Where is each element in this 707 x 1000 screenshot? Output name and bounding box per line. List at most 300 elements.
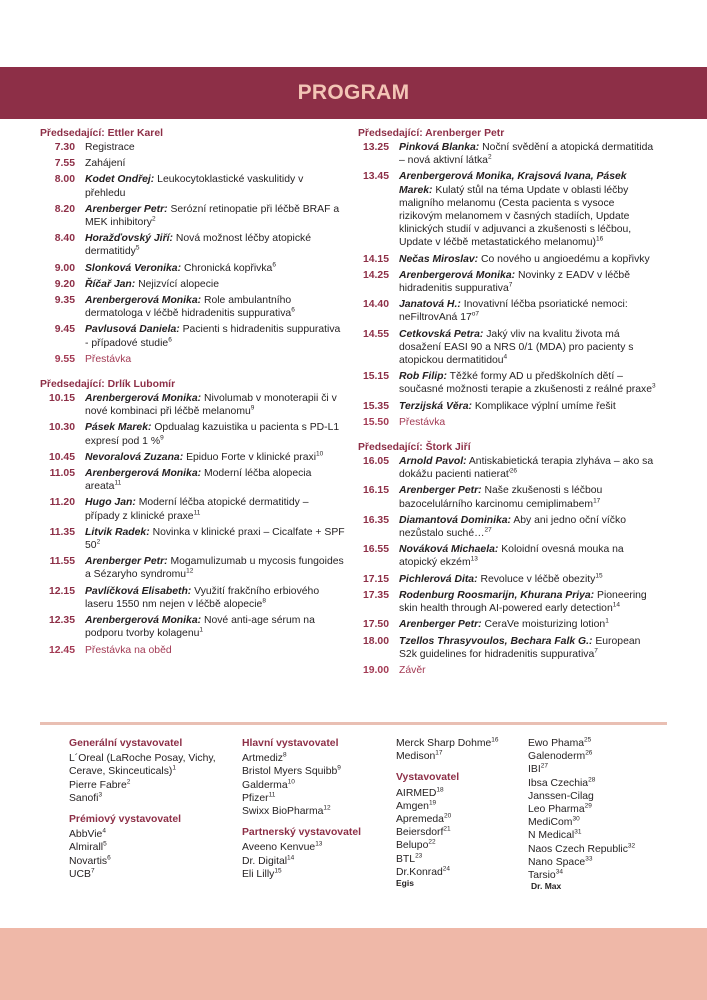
footnote-number: 16 [491, 736, 499, 744]
footnote-number: 25 [584, 736, 592, 744]
schedule-talk [85, 421, 346, 447]
schedule-talk [85, 526, 346, 552]
footnote-number: 7 [594, 647, 598, 655]
footnote-number: 20 [443, 812, 452, 820]
exhibitor-name: Apremeda [396, 814, 444, 826]
speaker-name: Kodet Ondřej: [85, 174, 155, 186]
footnote-number: 6 [272, 261, 276, 269]
schedule-talk [85, 294, 346, 320]
talk-title: Revoluce v léčbě obezity [480, 573, 596, 585]
schedule-talk [85, 585, 346, 611]
general-exhibitor-title: Generální vystavovatel [69, 738, 183, 749]
speaker-name: Arenberger Petr: [85, 203, 168, 215]
exhibitor-item [528, 777, 678, 790]
schedule-time: 15.35 [362, 400, 389, 412]
speaker-name: Cetkovská Petra: [399, 328, 484, 340]
footnote-number: 33 [585, 855, 593, 863]
schedule-time: 9.35 [54, 295, 75, 307]
schedule-talk [399, 543, 658, 569]
talk-title: Moderní léčba atopické dermatitidy – případy z klinické praxe [85, 497, 309, 522]
talk-title: Nové anti-age sérum na podporu tvorby kolagenu [85, 615, 315, 640]
exhibitor-name: L´Oreal (LaRoche Posay, Vichy, Cerave, Skinceuticals) [69, 753, 216, 778]
exhibitor-name: Ibsa Czechia [528, 777, 589, 789]
exhibitor-name: Amgen [396, 800, 429, 812]
speaker-name: Arenbergerová Monika, Krajsová Ivana, Pásek Marek: [399, 171, 627, 196]
talk-title: Role ambulantního dermatologa v léčbě hidradenitis suppurativa [85, 295, 292, 320]
schedule-row [40, 496, 346, 522]
premium-exhibitor-title: Prémiový vystavovatel [69, 814, 182, 826]
schedule-row [358, 543, 658, 569]
footnote-number: 11 [114, 479, 122, 487]
footnote-number: 8 [262, 597, 266, 605]
schedule-row [40, 614, 346, 640]
schedule-talk [85, 203, 346, 229]
schedule-time: 16.35 [362, 514, 389, 526]
schedule-row [358, 635, 658, 661]
schedule-row [40, 294, 346, 320]
schedule-talk [399, 573, 658, 586]
schedule-time: 16.55 [362, 544, 389, 556]
exhibitor-item [396, 826, 521, 839]
footnote-number: 16 [595, 235, 604, 243]
schedule-time: 17.15 [362, 573, 389, 585]
break-label: Přestávka [399, 416, 446, 428]
talk-title: Novinky z EADV v léčbě hidradenitis suppurativa [399, 269, 630, 295]
talk-title: Antiskabietická terapia zlyháva – ako sa dokážu pacienti natierať [399, 456, 654, 481]
schedule-talk [399, 514, 658, 540]
talk-title: Jaký vliv na kvalitu života má dosažení EASI 90 a NRS 0/1 (MDA) pro pacienty s atopickou dermatitidou [399, 328, 634, 367]
speaker-name: Litvik Radek: [85, 526, 150, 538]
exhibitor-list-top [396, 737, 521, 763]
talk-title: CeraVe moisturizing lotion [484, 619, 606, 631]
schedule-time: 12.35 [48, 615, 75, 627]
schedule-time: 12.15 [48, 585, 75, 597]
schedule-row [40, 278, 346, 291]
exhibitor-name: Dr. Digital [242, 855, 288, 867]
schedule-talk [399, 635, 658, 661]
exhibitor-name: Medison [396, 751, 436, 763]
schedule-talk [399, 253, 658, 266]
exhibitor-item [528, 816, 678, 829]
schedule-talk [85, 323, 346, 349]
footnote-number: 30 [572, 815, 580, 823]
talk-title: Komplikace výplní umíme řešit [474, 400, 616, 412]
schedule-talk [85, 173, 346, 199]
exhibitors-col-1 [69, 737, 229, 881]
talk-title: Využití frakčního erbiového laseru 1550 nm nejen v léčbě alopecie [85, 585, 320, 610]
footnote-number: 12 [323, 804, 331, 812]
exhibitor-name: Pierre Fabre [69, 779, 127, 791]
exhibitor-item [528, 737, 678, 750]
exhibitor-item [69, 868, 229, 881]
schedule-row [358, 664, 658, 677]
schedule-time: 12.45 [48, 644, 75, 656]
exhibitor-name: Bristol Myers Squibb [242, 766, 338, 778]
schedule-talk [399, 170, 658, 249]
divider [40, 722, 667, 725]
exhibitors-col-4 [528, 737, 678, 893]
footnote-number: 2 [126, 778, 131, 786]
schedule-time: 16.15 [362, 485, 389, 497]
session-chair: Předsedající: Ettler Karel [40, 128, 164, 139]
talk-title: Opdualag kazuistika u pacienta s PD-L1 expresí pod 1 % [85, 422, 340, 447]
talk-title: Aby ani jedno oční víčko nezůstalo suché… [399, 514, 626, 540]
session-gap [40, 369, 346, 379]
footnote-number: 10 [316, 450, 324, 458]
schedule-row [40, 585, 346, 611]
exhibitor-title: Vystavovatel [396, 772, 460, 784]
egis-note: Egis [396, 878, 414, 889]
exhibitor-item [396, 813, 521, 826]
main-exhibitor-list [242, 752, 392, 818]
speaker-name: Arenberger Petr: [85, 556, 168, 568]
exhibitor-item [242, 779, 392, 792]
schedule-row [358, 400, 658, 413]
schedule-time: 10.30 [48, 422, 75, 434]
dr-max-note: Dr. Max [531, 881, 562, 892]
schedule-row [40, 203, 346, 229]
footnote-number: 11 [193, 509, 201, 517]
footnote-number: 6 [168, 336, 172, 344]
session-chair: Předsedající: Arenberger Petr [358, 128, 505, 139]
schedule-time: 9.20 [54, 278, 75, 290]
schedule-talk [85, 467, 346, 493]
talk-title: European S2k guidelines for hidradenitis suppurativa [399, 635, 641, 660]
schedule-time: 17.35 [362, 589, 389, 601]
exhibitor-item [528, 829, 678, 842]
schedule-time: 11.05 [49, 468, 75, 480]
footnote-number: 12 [186, 568, 194, 576]
schedule-time: 11.20 [49, 497, 75, 509]
exhibitor-name: N Medical [528, 830, 575, 842]
exhibitor-name: Almirall [69, 842, 104, 854]
schedule-talk [85, 392, 346, 418]
schedule-talk [399, 298, 658, 324]
footnote-number: 26 [585, 749, 593, 757]
exhibitor-item [69, 828, 229, 841]
schedule-time: 7.55 [54, 158, 75, 170]
break-label: Přestávka na oběd [85, 644, 172, 656]
session-chair: Předsedající: Štork Jiří [358, 442, 471, 454]
schedule-time: 14.55 [362, 328, 389, 340]
speaker-name: Diamantová Dominika: [399, 514, 512, 526]
exhibitor-item [242, 765, 392, 778]
exhibitor-item [69, 841, 229, 854]
footnote-number: 1 [605, 617, 609, 625]
talk-title: Těžké formy AD u předškolních dětí – současné možnosti terapie a zkušenosti z reálné praxe [399, 371, 652, 396]
exhibitor-item [396, 787, 521, 800]
footnote-number: 5 [103, 840, 107, 848]
exhibitor-item [242, 805, 392, 818]
footnote-number: 31 [574, 828, 582, 836]
footnote-number: 28 [588, 776, 596, 784]
schedule-talk [399, 589, 658, 615]
talk-title: Co nového u angioedému a kopřivky [481, 253, 650, 265]
schedule-row [358, 484, 658, 510]
exhibitor-name: BTL [396, 853, 416, 865]
speaker-name: Nevoralová Zuzana: [85, 451, 184, 463]
exhibitor-item [528, 803, 678, 816]
talk-title: Novinka v klinické praxi – Cicalfate + SPF 50 [85, 526, 345, 552]
exhibitor-name: Dr.Konrad [396, 866, 443, 878]
schedule-time: 13.45 [362, 171, 389, 183]
talk-title: Chronická kopřivka [183, 262, 273, 274]
schedule-time: 11.55 [49, 556, 75, 568]
schedule-time: 18.00 [362, 635, 389, 647]
schedule-talk [399, 328, 658, 368]
footnote-number: 1 [199, 626, 204, 634]
footnote-number: 11 [268, 791, 276, 799]
schedule-talk [85, 555, 346, 581]
schedule-talk [85, 278, 346, 291]
footnote-number: 24 [442, 865, 451, 873]
schedule-row [40, 323, 346, 349]
speaker-name: Terzijská Věra: [399, 400, 472, 412]
schedule-talk [85, 614, 346, 640]
speaker-name: Arenbergerová Monika: [399, 269, 516, 281]
exhibitor-item [396, 839, 521, 852]
schedule-row [40, 173, 346, 199]
schedule-talk [399, 484, 658, 510]
session-chair: Předsedající: Drlík Lubomír [40, 379, 176, 391]
exhibitor-item [242, 752, 392, 765]
schedule-time: 13.25 [362, 142, 389, 153]
schedule-talk [399, 400, 658, 413]
talk-title: Naše zkušenosti s léčbou bazocelulárního karcinomu cemiplimabem [399, 485, 603, 510]
footnote-number: 6 [107, 854, 111, 862]
schedule-row [358, 170, 658, 249]
speaker-name: Nečas Miroslav: [399, 253, 479, 265]
schedule-talk [85, 141, 346, 154]
speaker-name: Arenbergerová Monika: [85, 615, 202, 627]
footnote-number: 13 [315, 840, 323, 848]
schedule-row [40, 451, 346, 464]
footnote-number: 27 [540, 762, 548, 770]
schedule-row [358, 514, 658, 540]
exhibitor-name: AIRMED [396, 787, 437, 799]
schedule-talk [399, 416, 658, 429]
schedule-left-column [40, 128, 346, 660]
schedule-time: 9.55 [54, 353, 75, 365]
schedule-time: 15.15 [362, 371, 389, 383]
schedule-row [358, 589, 658, 615]
footnote-number: 27 [484, 526, 492, 534]
exhibitor-name: AbbVie [69, 829, 103, 841]
speaker-name: Rodenburg Roosmarijn, Khurana Priya: [399, 589, 595, 601]
schedule-row [358, 416, 658, 429]
footnote-number: 3 [98, 791, 103, 799]
exhibitor-name: UCB [69, 868, 91, 880]
schedule-time: 11.35 [49, 526, 75, 538]
schedule-row [358, 269, 658, 295]
exhibitor-name: Aveeno Kenvue [242, 842, 316, 854]
schedule-time: 10.45 [48, 451, 75, 463]
exhibitor-name: Eli Lilly [242, 868, 275, 880]
speaker-name: Pavlusová Daniela: [85, 324, 180, 336]
footnote-number: 6 [291, 306, 295, 314]
footnote-number: 10 [287, 778, 295, 786]
talk-title: Epiduo Forte v klinické praxi [186, 451, 317, 463]
schedule-time: 8.20 [54, 203, 75, 215]
schedule-row [358, 141, 658, 167]
schedule-row [40, 467, 346, 493]
speaker-name: Rob Filip: [399, 371, 447, 383]
schedule-row [358, 370, 658, 396]
schedule-row [40, 141, 346, 154]
speaker-name: Arenberger Petr: [399, 619, 482, 631]
footnote-number: 34 [555, 868, 563, 876]
speaker-name: Pásek Marek: [85, 422, 152, 434]
footnote-number: 17 [593, 497, 601, 505]
exhibitor-name: Janssen-Cilag [528, 790, 594, 802]
schedule-row [40, 232, 346, 258]
exhibitor-item [396, 737, 521, 750]
schedule-talk [85, 451, 346, 464]
exhibitor-item [396, 800, 521, 813]
schedule-row [40, 353, 346, 366]
schedule-row [40, 421, 346, 447]
footnote-number: 14 [287, 854, 295, 862]
premium-exhibitor-list [69, 828, 229, 881]
exhibitor-name: Galenoderm [528, 751, 586, 763]
exhibitor-item [242, 868, 392, 881]
footnote-number: 15 [595, 572, 603, 580]
exhibitor-name: Swixx BioPharma [242, 806, 324, 818]
schedule-talk [85, 496, 346, 522]
schedule-time: 7.30 [54, 142, 75, 153]
schedule-row [40, 392, 346, 418]
schedule-talk [399, 455, 658, 481]
schedule-talk [399, 618, 658, 631]
schedule-row [358, 328, 658, 368]
exhibitors-col-2 [242, 737, 392, 881]
schedule-time: 8.00 [54, 174, 75, 186]
speaker-name: Říčař Jan: [85, 278, 136, 290]
schedule-row [358, 455, 658, 481]
schedule-talk [399, 141, 658, 167]
partner-exhibitor-list [242, 841, 392, 881]
schedule-talk [85, 157, 346, 170]
schedule-row [358, 618, 658, 631]
footnote-number: 1 [172, 764, 176, 772]
exhibitors-col-3 [396, 737, 521, 890]
schedule-row [358, 573, 658, 586]
schedule-time: 15.50 [362, 416, 389, 428]
footnote-number: 7 [508, 281, 513, 289]
exhibitor-list-4 [528, 737, 678, 882]
break-label: Přestávka [85, 353, 132, 365]
footnote-number: 19 [428, 799, 437, 807]
exhibitor-name: Artmediz [242, 753, 283, 765]
exhibitor-item [69, 855, 229, 868]
footnote-number: 23 [415, 852, 423, 860]
footnote-number: 8 [283, 751, 287, 759]
footnote-number: 17 [435, 749, 443, 757]
schedule-talk [85, 262, 346, 275]
speaker-name: Arenbergerová Monika: [85, 393, 202, 405]
footnote-number: 26 [509, 467, 517, 475]
schedule-time: 9.00 [54, 262, 75, 274]
exhibitor-name: Naos Czech Republic [528, 843, 628, 855]
speaker-name: Arenberger Petr: [399, 485, 482, 497]
schedule-talk [399, 269, 658, 295]
speaker-name: Arnold Pavol: [399, 456, 467, 468]
footnote-number: 2 [152, 215, 156, 223]
exhibitor-item [528, 790, 678, 803]
exhibitor-item [396, 853, 521, 866]
footnote-number: 13 [470, 556, 478, 564]
break-label: Závěr [399, 664, 426, 676]
talk-title: Leukocytoklastické vaskulitidy v přehledu [85, 174, 304, 199]
exhibitor-name: Galderma [242, 779, 288, 791]
exhibitor-name: Pfizer [242, 792, 269, 804]
footnote-number: 21 [443, 825, 451, 833]
schedule-time: 8.40 [54, 233, 75, 245]
talk-title: Nivolumab v monoterapii či v nové kombinaci při léčbě melanomu [85, 393, 337, 418]
exhibitor-item [242, 855, 392, 868]
talk-title: Pioneering skin health through AI-powered early detection [399, 589, 647, 615]
schedule-talk [399, 664, 658, 677]
footnote-number: 9 [337, 764, 341, 772]
program-banner [0, 67, 707, 119]
schedule-time: 16.05 [362, 456, 389, 468]
speaker-name: Nováková Michaela: [399, 544, 499, 556]
talk-title: Mogamulizumab u mycosis fungoides a Sézaryho syndromu [85, 556, 344, 581]
exhibitor-name: Belupo [396, 840, 429, 852]
footnote-number: 22 [428, 838, 436, 846]
talk-title: Moderní léčba alopecia areata [85, 468, 312, 493]
general-exhibitor-list [69, 752, 229, 805]
speaker-name: Arenbergerová Monika: [85, 468, 202, 480]
footnote-number: 32 [627, 842, 636, 850]
speaker-name: Tzellos Thrasyvoulos, Bechara Falk G.: [399, 635, 593, 647]
speaker-name: Pinková Blanka: [399, 142, 480, 153]
schedule-row [358, 298, 658, 324]
talk-title: Nová možnost léčby atopické dermatitidy [85, 233, 312, 258]
footnote-number: 7 [90, 867, 95, 875]
exhibitor-item [396, 750, 521, 763]
schedule-talk [399, 370, 658, 396]
footnote-number: 9 [160, 434, 164, 442]
speaker-name: Horažďovský Jiří: [85, 233, 173, 245]
main-exhibitor-title: Hlavní vystavovatel [242, 738, 339, 749]
footnote-number: 3 [651, 382, 656, 390]
talk-title: Registrace [85, 142, 135, 153]
talk-title: Noční svědění a atopická dermatitida – nová aktivní látka [399, 142, 654, 167]
speaker-name: Slonková Veronika: [85, 262, 182, 274]
schedule-time: 14.40 [362, 299, 389, 311]
footnote-number: 4 [102, 827, 106, 835]
schedule-row [40, 262, 346, 275]
talk-title: Serózní retinopatie při léčbě BRAF a MEK inhibitory [85, 203, 340, 229]
exhibitor-name: MediCom [528, 817, 573, 829]
exhibitor-name: IBI [528, 764, 541, 776]
exhibitor-item [69, 792, 229, 805]
talk-title: Pacienti s hidradenitis suppurativa - případové studie [85, 324, 341, 349]
schedule-talk [85, 353, 346, 366]
footnote-number: 14 [612, 601, 620, 609]
exhibitor-name: Nano Space [528, 856, 586, 868]
schedule-time: 10.15 [48, 393, 75, 405]
page-title: PROGRAM [297, 81, 410, 104]
speaker-name: Pichlerová Dita: [399, 573, 478, 585]
partner-exhibitor-title: Partnerský vystavovatel [242, 827, 361, 839]
exhibitor-name: Merck Sharp Dohme [396, 738, 492, 749]
exhibitor-name: Ewo Phama [528, 738, 585, 749]
schedule-time: 9.45 [54, 324, 75, 336]
schedule-row [40, 644, 346, 657]
exhibitor-item [528, 843, 678, 856]
